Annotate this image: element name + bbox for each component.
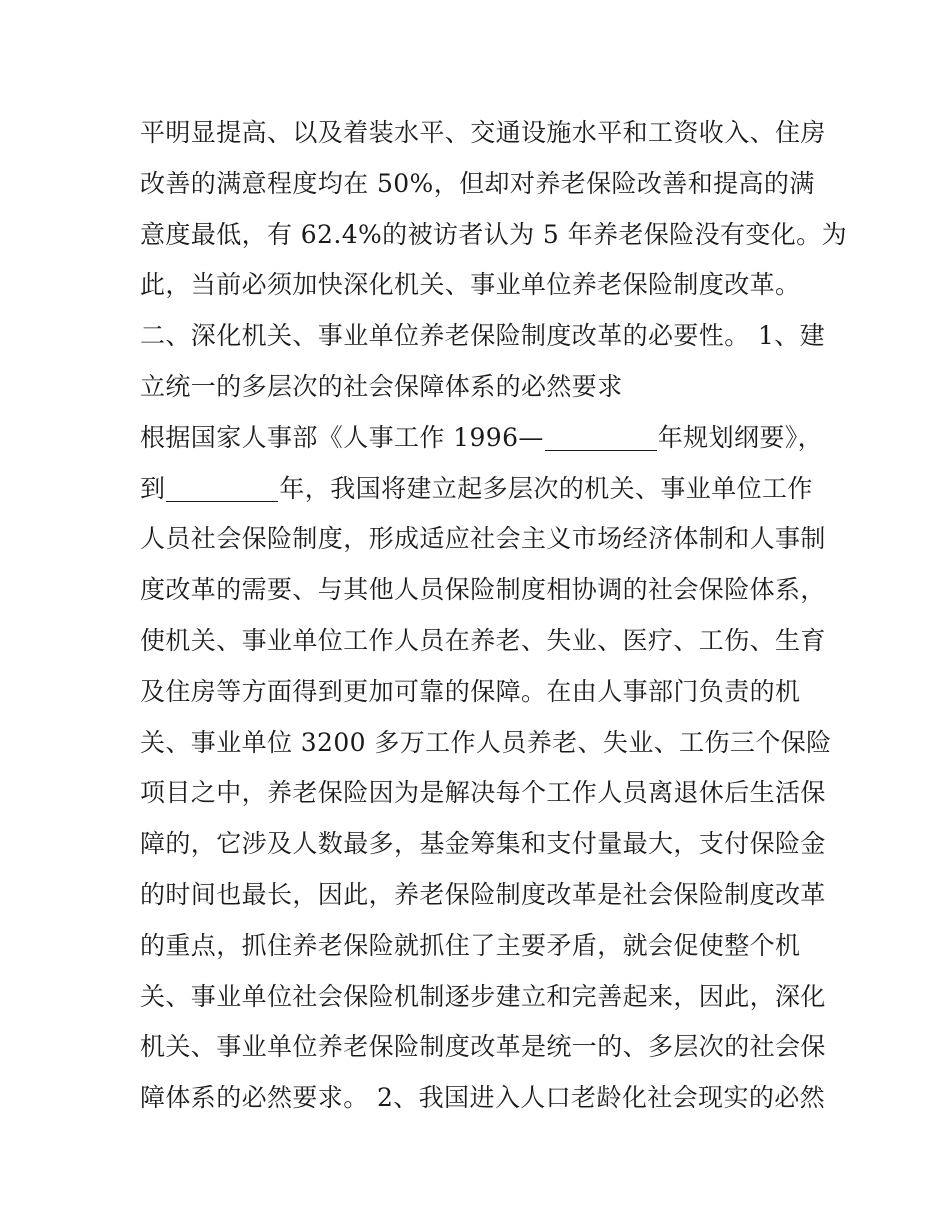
text-line: 改善的满意程度均在 50%，但却对养老保险改善和提高的满 xyxy=(140,168,815,198)
text-line: 二、深化机关、事业单位养老保险制度改革的必要性。 1、建 xyxy=(140,321,826,351)
text-fragment: 到 xyxy=(140,473,166,503)
text-line: 项目之中，养老保险因为是解决每个工作人员离退休后生活保 xyxy=(140,778,826,808)
text-line: 关、事业单位 3200 多万工作人员养老、失业、工伤三个保险 xyxy=(140,727,832,757)
blank-underline xyxy=(166,475,278,502)
document-body-text xyxy=(140,108,847,1124)
text-line: 障体系的必然要求。 2、我国进入人口老龄化社会现实的必然 xyxy=(140,1083,826,1113)
text-line: 机关、事业单位养老保险制度改革是统一的、多层次的社会保 xyxy=(140,1032,826,1062)
text-line: 度改革的需要、与其他人员保险制度相协调的社会保险体系， xyxy=(140,575,826,605)
text-line xyxy=(140,464,820,515)
text-line: 及住房等方面得到更加可靠的保障。在由人事部门负责的机 xyxy=(140,676,801,706)
text-line xyxy=(140,413,824,464)
text-line: 此，当前必须加快深化机关、事业单位养老保险制度改革。 xyxy=(140,270,801,300)
text-fragment: 年规划纲要》， xyxy=(657,422,824,452)
text-line: 的时间也最长，因此，养老保险制度改革是社会保险制度改革 xyxy=(140,879,826,909)
text-line: 意度最低，有 62.4%的被访者认为 5 年养老保险没有变化。为 xyxy=(140,219,847,249)
blank-underline xyxy=(545,424,657,451)
text-line: 平明显提高、以及着装水平、交通设施水平和工资收入、住房 xyxy=(140,118,826,147)
text-line: 的重点，抓住养老保险就抓住了主要矛盾，就会促使整个机 xyxy=(140,930,801,960)
text-fragment: 根据国家人事部《人事工作 1996— xyxy=(140,422,544,452)
text-line: 障的，它涉及人数最多，基金筹集和支付量最大，支付保险金 xyxy=(140,829,826,859)
text-line: 关、事业单位社会保险机制逐步建立和完善起来，因此，深化 xyxy=(140,981,826,1011)
text-line: 立统一的多层次的社会保障体系的必然要求 xyxy=(140,371,623,401)
text-line: 使机关、事业单位工作人员在养老、失业、医疗、工伤、生育 xyxy=(140,625,826,655)
text-fragment: 年，我国将建立起多层次的机关、事业单位工作 xyxy=(279,473,813,503)
text-line: 人员社会保险制度，形成适应社会主义市场经济体制和人事制 xyxy=(140,524,826,554)
